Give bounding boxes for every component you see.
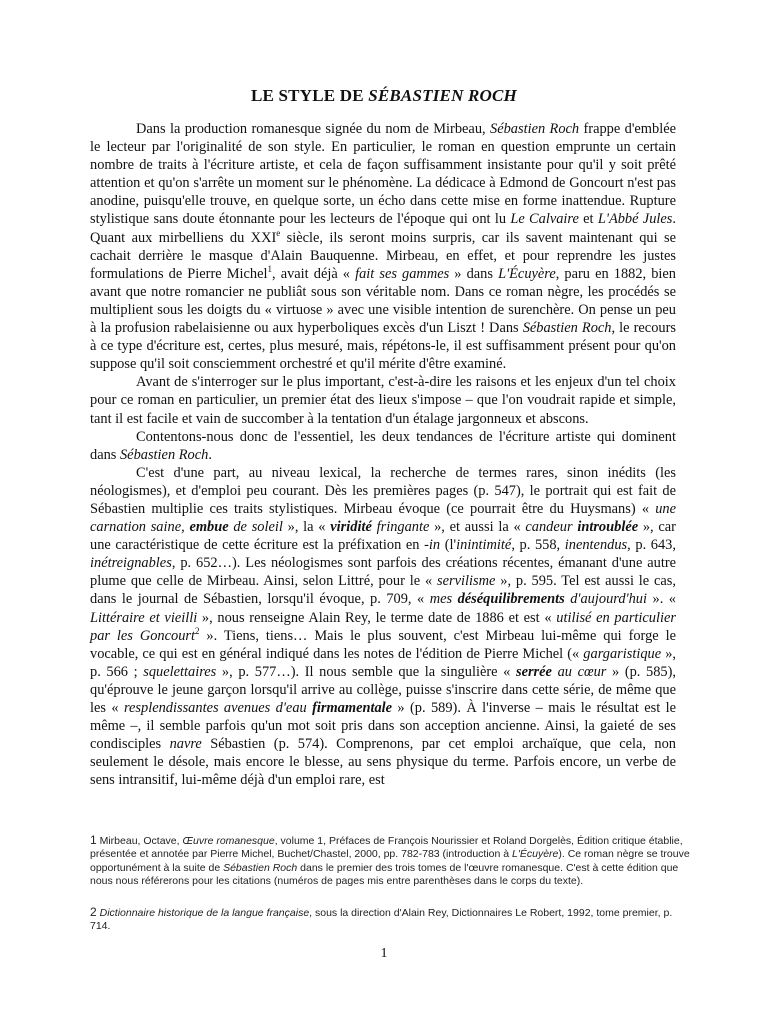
- paragraph-4: C'est d'une part, au niveau lexical, la recherche de termes rares, sinon inédits (les néologismes), et d'emploi peu courant. Dès les premières pages (p. 547), le portrait qui est fait de Sébastien multiplie ces traits stylistiques. Mirbeau évoque (ce pourrait être du Huysmans) « une carnation saine, embue de soleil », la « viridité fringante », et aussi la « candeur introublée », car une caractéristique de cette écriture est la préfixation en -in (l'inintimité, p. 558, inentendus, p. 643, inétreignables, p. 652…). Les néologismes sont parfois des créations récentes, émanant d'une autre plume que celle de Mirbeau. Ainsi, selon Littré, pour le « servilisme », p. 595. Tel est aussi le cas, dans le journal de Sébastien, lorsqu'il évoque, p. 709, « mes déséquilibrements d'aujourd'hui ». « Littéraire et vieilli », nous renseigne Alain Rey, le terme date de 1886 et est « utilisé en particulier par les Goncourt$^2$ ». Tiens, tiens… Mais le plus souvent, c'est Mirbeau lui-même qui forge le vocable, ce qui est en général indiqué dans les notes de l'édition de Pierre Michel (« gargaristique », p. 566 ; squelettaires », p. 577…). Il nous semble que la singulière « serrée au cœur » (p. 585), qu'éprouve le jeune garçon lorsqu'il arrive au collège, puisse s'inscrire dans cette série, de même que les « resplendissantes avenues d'eau firmamentale » (p. 589). À l'inverse – mais le résultat est le même –, il semble parfois qu'un mot soit pris dans son acception ancienne. Ainsi, la gaieté de ses condisciples navre Sébastien (p. 574). Comprenons, par cet emploi archaïque, que cela, non seulement le désole, mais encore le blesse, au sens physique du terme. Parfois encore, un verbe de sens intransitif, lui-même déjà d'un emploi rare, est: [90, 464, 677, 789]
- page-title: LE STYLE DE SÉBASTIEN ROCH: [251, 86, 517, 105]
- footnote-2: 2 Dictionnaire historique de la langue française, sous la direction d'Alain Rey, Dictionnaires Le Robert, 1992, tome premier, p. 714.: [90, 905, 673, 933]
- paragraph-2: Avant de s'interroger sur le plus important, c'est-à-dire les raisons et les enjeux d'un tel choix pour ce roman en particulier, un premier état des lieux s'impose – que l'on voudrait rapide et simple, tant il est facile et vain de succomber à la tentation d'un étalage jargonneux et abscons.: [90, 374, 676, 427]
- page-number: 1: [380, 946, 388, 961]
- paragraph-1: Dans la production romanesque signée du nom de Mirbeau, Sébastien Roch frappe d'emblée le lecteur par l'originalité de son style. En particulier, le roman en question emprunte un certain nombre de traits à l'écriture artiste, et cela de façon suffisamment insistante pour qu'il y soit prêté attention et qu'on s'arrête un moment sur le phénomène. La dédicace à Edmond de Goncourt n'est pas anodine, puisqu'elle trouve, en quelque sorte, un écho dans cette mise en forme inattendue. Rupture stylistique sans doute étonnante pour les lecteurs de l'époque qui ont lu Le Calvaire et L'Abbé Jules. Quant aux mirbelliens du XXIe siècle, ils seront moins surpris, car ils savent maintenant qui se cachait derrière le masque d'Alain Bauquenne. Mirbeau, en effet, et pour reprendre les justes formulations de Pierre Michel$^1$, avait déjà « fait ses gammes » dans L'Écuyère, paru en 1882, bien avant que notre romancier ne publiât sous son véritable nom. Dans ce roman nègre, les procédés se multiplient sous les doigts du « virtuose » avec une visible intention de surenchère. On pense un peu à la profusion rabelaisienne ou aux hyperboliques excès d'un Liszt ! Dans Sébastien Roch, le recours à ce type d'écriture est, certes, plus mesuré, mais, répétons-le, il est suffisamment présent pour qu'on suppose qu'il soit consciemment orchestré et qu'il mérite d'être examiné.: [90, 121, 677, 373]
- body-text: [90, 120, 676, 789]
- footnote-ref-1[interactable]: 1: [267, 263, 273, 274]
- paragraph-3: Contentons-nous donc de l'essentiel, les deux tendances de l'écriture artiste qui dominent dans Sébastien Roch.: [90, 428, 676, 463]
- footnote-1: 1 Mirbeau, Octave, Œuvre romanesque, volume 1, Préfaces de François Nourissier et Roland Dorgelès, Édition critique établie, présentée et annotée par Pierre Michel, Buchet/Chastel, 2000, pp. 782-783 (introduction à L'Écuyère). Ce roman nègre se trouve opportunément à la suite de Sébastien Roch dans le premier des trois tomes de l'œuvre romanesque. C'est à cette édition que nous nous référerons pour les citations (numéros de pages mis entre parenthèses dans le corps du texte).: [90, 833, 690, 888]
- footnote-ref-2[interactable]: 2: [195, 625, 200, 636]
